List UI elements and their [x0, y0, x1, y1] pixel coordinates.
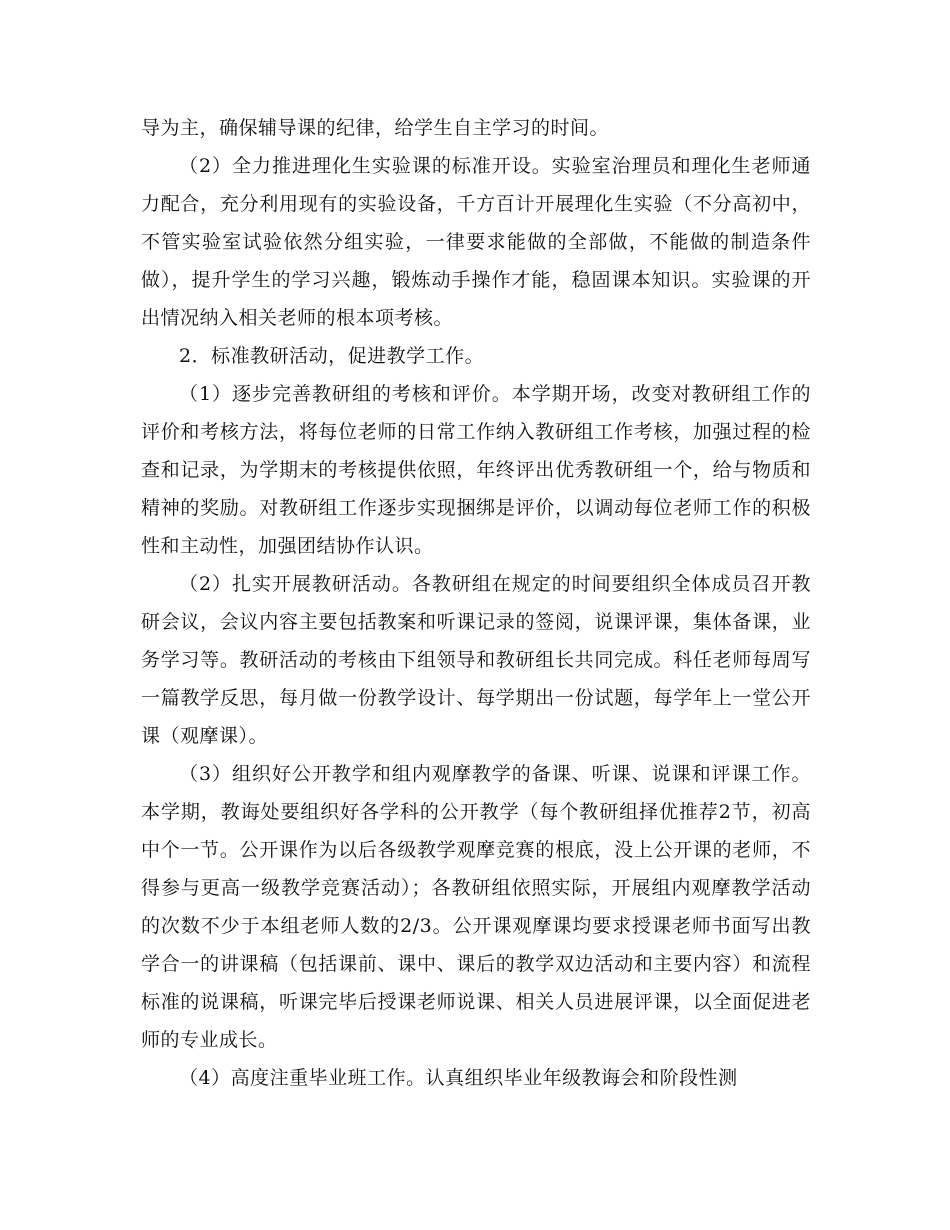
paragraph-open-classes: （3）组织好公开教学和组内观摩教学的备课、听课、说课和评课工作。本学期，教诲处要组织好各学科的公开教学（每个教研组择优推荐2节，初高中个一节。公开课作为以后各级教学观摩竞赛的根底，没上公开课的老师，不得参与更高一级教学竞赛活动）；各教研组依照实际，开展组内观摩教学活动的次数不少于本组老师人数的2/3。公开课观摩课均要求授课老师书面写出教学合一的讲课稿（包括课前、课中、课后的教学双边活动和主要内容）和流程标准的说课稿，听课完毕后授课老师说课、相关人员进展评课，以全面促进老师的专业成长。	[141, 763, 811, 1051]
paragraph-continuation: 导为主，确保辅导课的纪律，给学生自主学习的时间。	[141, 117, 610, 139]
document-body	[141, 109, 811, 1097]
section-heading-teaching-research: 2．标准教研活动，促进教学工作。	[179, 345, 485, 367]
paragraph-lab-courses: （2）全力推进理化生实验课的标准开设。实验室治理员和理化生老师通力配合，充分利用现有的实验设备，千方百计开展理化生实验（不分高初中，不管实验室试验依然分组实验，一律要求能做的全部做，不能做的制造条件做），提升学生的学习兴趣，锻炼动手操作才能，稳固课本知识。实验课的开出情况纳入相关老师的根本项考核。	[141, 155, 811, 329]
paragraph-research-activities: （2）扎实开展教研活动。各教研组在规定的时间要组织全体成员召开教研会议，会议内容主要包括教案和听课记录的签阅，说课评课，集体备课，业务学习等。教研活动的考核由下组领导和教研组长共同完成。科任老师每周写一篇教学反思，每月做一份教学设计、每学期出一份试题，每学年上一堂公开课（观摩课）。	[141, 573, 811, 747]
paragraph-graduating-classes: （4）高度注重毕业班工作。认真组织毕业年级教诲会和阶段性测	[179, 1067, 738, 1089]
paragraph-evaluation: （1）逐步完善教研组的考核和评价。本学期开场，改变对教研组工作的评价和考核方法，将每位老师的日常工作纳入教研组工作考核，加强过程的检查和记录，为学期末的考核提供依照，年终评出优秀教研组一个，给与物质和精神的奖励。对教研组工作逐步实现捆绑是评价，以调动每位老师工作的积极性和主动性，加强团结协作认识。	[141, 383, 811, 557]
